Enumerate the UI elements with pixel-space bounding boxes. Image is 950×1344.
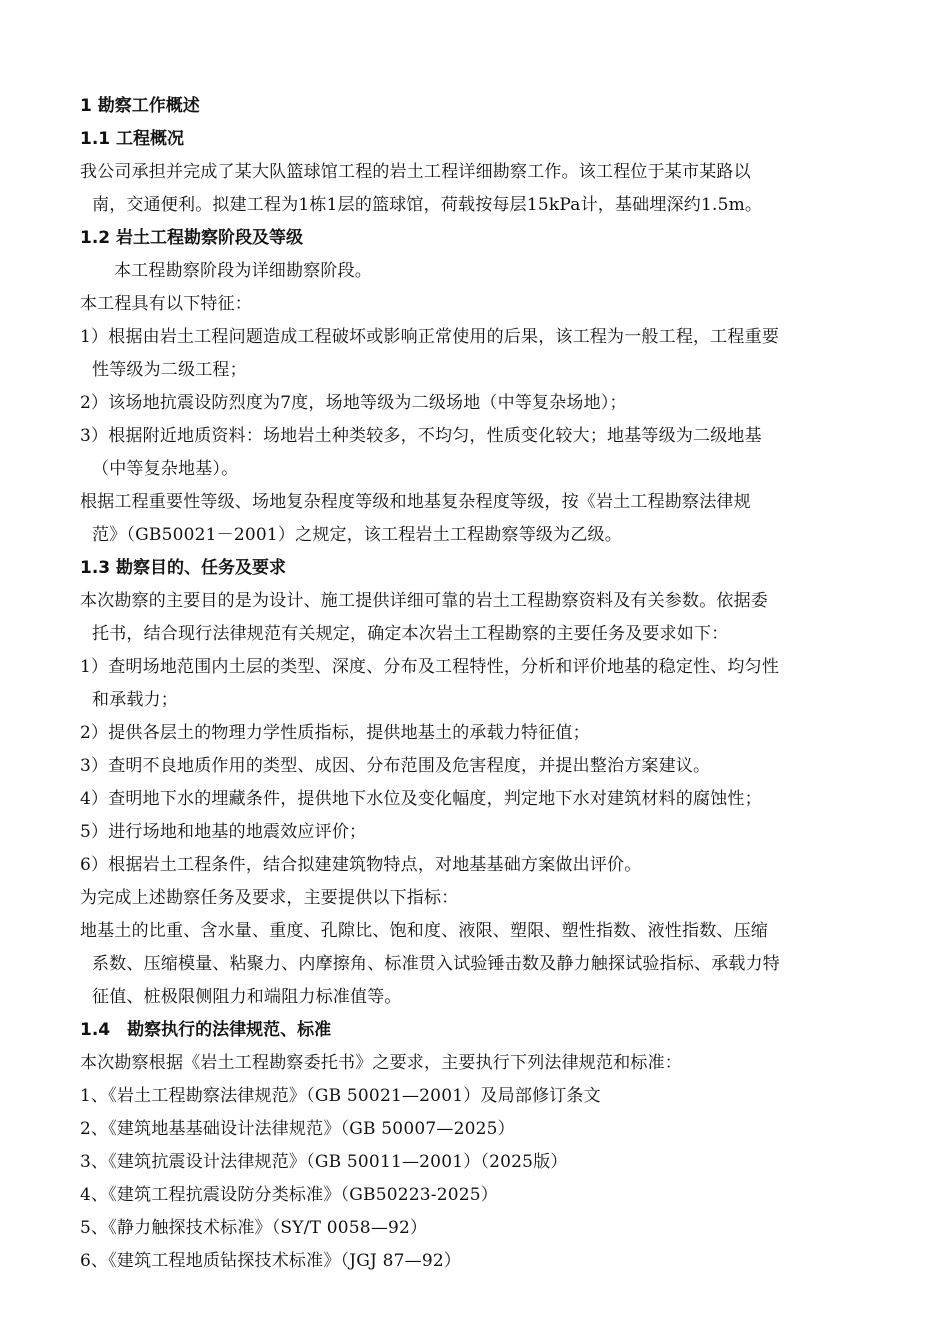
section-1-2-conclusion-line-2: 范》（GB50021－2001）之规定，该工程岩土工程勘察等级为乙级。 (92, 525, 622, 545)
section-1-2-item-1-line-1: 1）根据由岩土工程问题造成工程破坏或影响正常使用的后果，该工程为一般工程，工程重要 (80, 327, 780, 347)
section-1-1-paragraph-line-1: 我公司承担并完成了某大队篮球馆工程的岩土工程详细勘察工作。该工程位于某市某路以 (80, 162, 751, 182)
section-1-3-item-2: 2）提供各层土的物理力学性质指标，提供地基土的承载力特征值； (80, 723, 590, 743)
section-1-3-indicators-line-2: 系数、压缩模量、粘聚力、内摩擦角、标准贯入试验锤击数及静力触探试验指标、承载力特 (92, 954, 780, 974)
reference-item-3: 3、《建筑抗震设计法律规范》（GB 50011—2001）（2025版） (80, 1152, 568, 1172)
reference-item-5: 5、《静力触探技术标准》（SY/T 0058—92） (80, 1218, 428, 1238)
section-1-2-conclusion-line-1: 根据工程重要性等级、场地复杂程度等级和地基复杂程度等级，按《岩土工程勘察法律规 (80, 492, 751, 512)
section-1-4-heading: 1.4 勘察执行的法律规范、标准 (80, 1020, 332, 1040)
section-1-1-paragraph-line-2: 南，交通便利。拟建工程为1栋1层的篮球馆，荷载按每层15kPa计，基础埋深约1.5m。 (92, 195, 763, 215)
section-1-heading: 1 勘察工作概述 (80, 96, 200, 116)
section-1-3-item-3: 3）查明不良地质作用的类型、成因、分布范围及危害程度，并提出整治方案建议。 (80, 756, 711, 776)
section-1-3-purpose-line-1: 本次勘察的主要目的是为设计、施工提供详细可靠的岩土工程勘察资料及有关参数。依据委 (80, 591, 768, 611)
section-1-3-item-1-line-2: 和承载力； (92, 690, 178, 710)
section-1-3-indicators-line-1: 地基土的比重、含水量、重度、孔隙比、饱和度、液限、塑限、塑性指数、液性指数、压缩 (80, 921, 768, 941)
section-1-3-indicators-line-3: 征值、桩极限侧阻力和端阻力标准值等。 (92, 987, 402, 1007)
section-1-2-item-1-line-2: 性等级为二级工程； (92, 360, 247, 380)
reference-item-6: 6、《建筑工程地质钻探技术标准》（JGJ 87—92） (80, 1251, 462, 1271)
reference-item-4: 4、《建筑工程抗震设防分类标准》（GB50223-2025） (80, 1185, 498, 1205)
section-1-3-item-6: 6）根据岩土工程条件，结合拟建建筑物特点，对地基基础方案做出评价。 (80, 855, 642, 875)
reference-item-1: 1、《岩土工程勘察法律规范》（GB 50021—2001）及局部修订条文 (80, 1086, 601, 1106)
section-1-2-item-3-line-2: （中等复杂地基）。 (92, 459, 239, 479)
section-1-2-item-2: 2）该场地抗震设防烈度为7度，场地等级为二级场地（中等复杂场地）； (80, 393, 627, 413)
section-1-2-item-3-line-1: 3）根据附近地质资料：场地岩土种类较多，不均匀，性质变化较大；地基等级为二级地基 (80, 426, 762, 446)
section-1-4-intro: 本次勘察根据《岩土工程勘察委托书》之要求，主要执行下列法律规范和标准： (80, 1053, 682, 1073)
document-page (80, 90, 870, 1278)
section-1-2-features-intro: 本工程具有以下特征： (80, 294, 252, 314)
section-1-3-indicators-intro: 为完成上述勘察任务及要求，主要提供以下指标： (80, 888, 459, 908)
reference-item-2: 2、《建筑地基基础设计法律规范》（GB 50007—2025） (80, 1119, 515, 1139)
section-1-1-heading: 1.1 工程概况 (80, 129, 185, 149)
section-1-2-stage-paragraph: 本工程勘察阶段为详细勘察阶段。 (114, 261, 372, 281)
section-1-3-purpose-line-2: 托书，结合现行法律规范有关规定，确定本次岩土工程勘察的主要任务及要求如下： (92, 624, 729, 644)
section-1-3-item-4: 4）查明地下水的埋藏条件，提供地下水位及变化幅度，判定地下水对建筑材料的腐蚀性； (80, 789, 762, 809)
section-1-3-item-5: 5）进行场地和地基的地震效应评价； (80, 822, 367, 842)
section-1-2-heading: 1.2 岩土工程勘察阶段及等级 (80, 228, 304, 248)
section-1-3-item-1-line-1: 1）查明场地范围内土层的类型、深度、分布及工程特性，分析和评价地基的稳定性、均匀性 (80, 657, 780, 677)
section-1-3-heading: 1.3 勘察目的、任务及要求 (80, 558, 287, 578)
